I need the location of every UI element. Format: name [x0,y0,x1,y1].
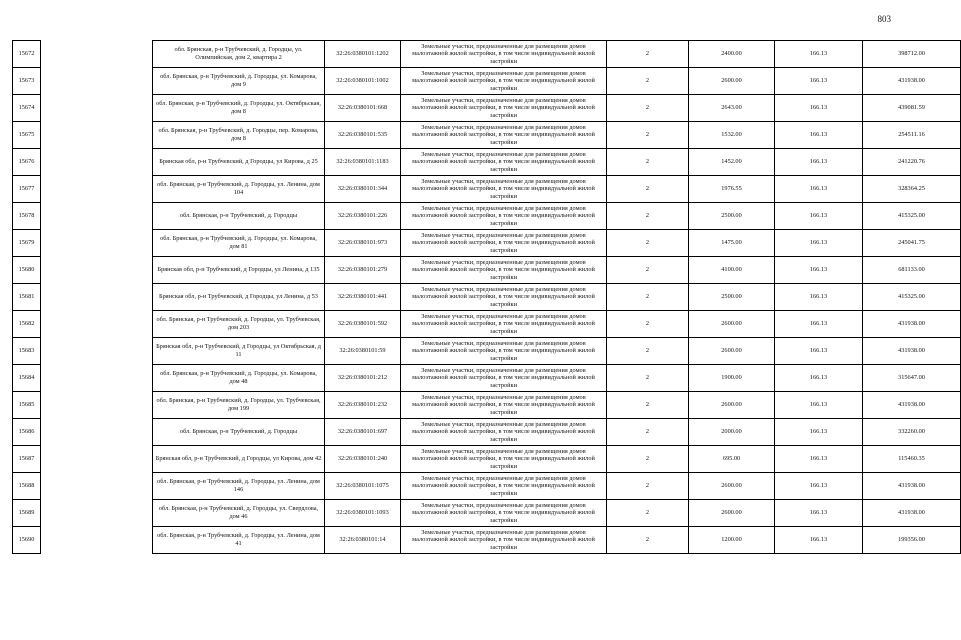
row-number-cell: 15679 [13,230,41,257]
specific-value-cell: 166.13 [775,149,863,176]
table-row [13,149,961,176]
area-cell: 2600.00 [689,392,775,419]
category-cell: 2 [607,95,689,122]
area-cell: 2500.00 [689,203,775,230]
specific-value-cell: 166.13 [775,230,863,257]
empty-gap-cell [41,365,153,392]
empty-gap-cell [41,446,153,473]
table-row [13,338,961,365]
empty-gap-cell [41,149,153,176]
address-cell: Брянская обл, р-н Трубчевский, д Городцы, ул Октябрьская, д 11 [153,338,325,365]
row-number-cell: 15672 [13,41,41,68]
table-row [13,68,961,95]
category-cell: 2 [607,149,689,176]
address-cell: Брянская обл, р-н Трубчевский, д Городцы, ул Кирова, д 25 [153,149,325,176]
cadastral-number-cell: 32:26:0380101:1202 [325,41,401,68]
table-row [13,392,961,419]
area-cell: 2600.00 [689,311,775,338]
empty-gap-cell [41,284,153,311]
cadastral-number-cell: 32:26:0380101:668 [325,95,401,122]
empty-gap-cell [41,311,153,338]
specific-value-cell: 166.13 [775,419,863,446]
specific-value-cell: 166.13 [775,365,863,392]
cadastral-value-cell: 431938.00 [863,500,961,527]
empty-gap-cell [41,122,153,149]
cadastral-number-cell: 32:26:0380101:973 [325,230,401,257]
empty-gap-cell [41,95,153,122]
address-cell: обл. Брянская, р-н Трубчевский, д. Городцы, пер. Комарова, дом 8 [153,122,325,149]
specific-value-cell: 166.13 [775,338,863,365]
empty-gap-cell [41,392,153,419]
row-number-cell: 15686 [13,419,41,446]
empty-gap-cell [41,527,153,554]
row-number-cell: 15674 [13,95,41,122]
category-cell: 2 [607,284,689,311]
area-cell: 1452.00 [689,149,775,176]
row-number-cell: 15680 [13,257,41,284]
area-cell: 1976.55 [689,176,775,203]
category-cell: 2 [607,365,689,392]
specific-value-cell: 166.13 [775,122,863,149]
address-cell: обл. Брянская, р-н Трубчевский, д. Городцы, ул. Трубчевская, дом 199 [153,392,325,419]
cadastral-number-cell: 32:26:0380101:1002 [325,68,401,95]
empty-gap-cell [41,230,153,257]
table-row [13,527,961,554]
empty-gap-cell [41,500,153,527]
area-cell: 695.00 [689,446,775,473]
land-use-cell: Земельные участки, предназначенные для размещения домов малоэтажной жилой застройки, в том числе индивидуальной жилой застройки [401,230,607,257]
category-cell: 2 [607,122,689,149]
cadastral-number-cell: 32:26:0380101:226 [325,203,401,230]
category-cell: 2 [607,419,689,446]
row-number-cell: 15683 [13,338,41,365]
land-use-cell: Земельные участки, предназначенные для размещения домов малоэтажной жилой застройки, в том числе индивидуальной жилой застройки [401,419,607,446]
row-number-cell: 15682 [13,311,41,338]
cadastral-value-cell: 332260.00 [863,419,961,446]
category-cell: 2 [607,446,689,473]
land-use-cell: Земельные участки, предназначенные для размещения домов малоэтажной жилой застройки, в том числе индивидуальной жилой застройки [401,149,607,176]
land-use-cell: Земельные участки, предназначенные для размещения домов малоэтажной жилой застройки, в том числе индивидуальной жилой застройки [401,473,607,500]
cadastral-number-cell: 32:26:0380101:279 [325,257,401,284]
empty-gap-cell [41,68,153,95]
address-cell: обл. Брянская, р-н Трубчевский, д. Городцы, ул. Комарова, дом 81 [153,230,325,257]
empty-gap-cell [41,257,153,284]
cadastral-number-cell: 32:26:0380101:1093 [325,500,401,527]
cadastral-value-cell: 431938.00 [863,311,961,338]
row-number-cell: 15681 [13,284,41,311]
cadastral-value-cell: 315647.00 [863,365,961,392]
specific-value-cell: 166.13 [775,527,863,554]
empty-gap-cell [41,419,153,446]
address-cell: обл. Брянская, р-н Трубчевский, д. Городцы, ул. Ленина, дом 41 [153,527,325,554]
cadastral-value-cell: 681133.00 [863,257,961,284]
address-cell: обл. Брянская, р-н Трубчевский, д. Городцы, ул. Комарова, дом 48 [153,365,325,392]
table-row [13,284,961,311]
cadastral-value-cell: 199356.00 [863,527,961,554]
address-cell: обл. Брянская, р-н Трубчевский, д. Городцы, ул. Ленина, дом 104 [153,176,325,203]
area-cell: 2600.00 [689,473,775,500]
cadastral-value-cell: 431938.00 [863,392,961,419]
category-cell: 2 [607,176,689,203]
category-cell: 2 [607,257,689,284]
cadastral-value-cell: 328364.25 [863,176,961,203]
table-row [13,419,961,446]
empty-gap-cell [41,41,153,68]
row-number-cell: 15688 [13,473,41,500]
address-cell: Брянская обл, р-н Трубчевский, д Городцы, ул Ленина, д 53 [153,284,325,311]
land-use-cell: Земельные участки, предназначенные для размещения домов малоэтажной жилой застройки, в том числе индивидуальной жилой застройки [401,527,607,554]
row-number-cell: 15687 [13,446,41,473]
row-number-cell: 15678 [13,203,41,230]
area-cell: 1475.00 [689,230,775,257]
address-cell: обл. Брянская, р-н Трубчевский, д. Городцы, ул. Олимпийская, дом 2, квартира 2 [153,41,325,68]
address-cell: обл. Брянская, р-н Трубчевский, д. Городцы, ул. Ленина, дом 146 [153,473,325,500]
land-use-cell: Земельные участки, предназначенные для размещения домов малоэтажной жилой застройки, в том числе индивидуальной жилой застройки [401,176,607,203]
land-use-cell: Земельные участки, предназначенные для размещения домов малоэтажной жилой застройки, в том числе индивидуальной жилой застройки [401,122,607,149]
table-row [13,203,961,230]
land-use-cell: Земельные участки, предназначенные для размещения домов малоэтажной жилой застройки, в том числе индивидуальной жилой застройки [401,338,607,365]
empty-gap-cell [41,473,153,500]
area-cell: 2400.00 [689,41,775,68]
category-cell: 2 [607,500,689,527]
cadastral-value-cell: 245041.75 [863,230,961,257]
row-number-cell: 15675 [13,122,41,149]
specific-value-cell: 166.13 [775,311,863,338]
address-cell: обл. Брянская, р-н Трубчевский, д. Городцы, ул. Комарова, дом 9 [153,68,325,95]
category-cell: 2 [607,392,689,419]
category-cell: 2 [607,338,689,365]
empty-gap-cell [41,338,153,365]
specific-value-cell: 166.13 [775,446,863,473]
table-row [13,311,961,338]
area-cell: 2000.00 [689,419,775,446]
area-cell: 2643.00 [689,95,775,122]
specific-value-cell: 166.13 [775,392,863,419]
area-cell: 2600.00 [689,500,775,527]
category-cell: 2 [607,311,689,338]
land-use-cell: Земельные участки, предназначенные для размещения домов малоэтажной жилой застройки, в том числе индивидуальной жилой застройки [401,365,607,392]
table-row [13,230,961,257]
area-cell: 2600.00 [689,338,775,365]
address-cell: обл. Брянская, р-н Трубчевский, д. Городцы, ул. Октябрьская, дом 8 [153,95,325,122]
specific-value-cell: 166.13 [775,203,863,230]
table-row [13,257,961,284]
empty-gap-cell [41,176,153,203]
specific-value-cell: 166.13 [775,473,863,500]
page-number: 803 [877,14,891,24]
table-row [13,500,961,527]
row-number-cell: 15689 [13,500,41,527]
cadastral-value-cell: 431938.00 [863,338,961,365]
cadastral-value-cell: 254511.16 [863,122,961,149]
category-cell: 2 [607,473,689,500]
category-cell: 2 [607,203,689,230]
row-number-cell: 15673 [13,68,41,95]
cadastral-number-cell: 32:26:0380101:212 [325,365,401,392]
row-number-cell: 15685 [13,392,41,419]
land-use-cell: Земельные участки, предназначенные для размещения домов малоэтажной жилой застройки, в том числе индивидуальной жилой застройки [401,446,607,473]
cadastral-number-cell: 32:26:0380101:240 [325,446,401,473]
specific-value-cell: 166.13 [775,41,863,68]
land-use-cell: Земельные участки, предназначенные для размещения домов малоэтажной жилой застройки, в том числе индивидуальной жилой застройки [401,392,607,419]
empty-gap-cell [41,203,153,230]
cadastral-number-cell: 32:26:0380101:344 [325,176,401,203]
land-use-cell: Земельные участки, предназначенные для размещения домов малоэтажной жилой застройки, в том числе индивидуальной жилой застройки [401,257,607,284]
category-cell: 2 [607,41,689,68]
cadastral-number-cell: 32:26:0380101:441 [325,284,401,311]
address-cell: Брянская обл, р-н Трубчевский, д Городцы, ул Кирова, дом 42 [153,446,325,473]
area-cell: 1900.00 [689,365,775,392]
area-cell: 2500.00 [689,284,775,311]
cadastral-number-cell: 32:26:0380101:697 [325,419,401,446]
category-cell: 2 [607,230,689,257]
specific-value-cell: 166.13 [775,257,863,284]
table-body [13,41,961,554]
table-row [13,446,961,473]
land-use-cell: Земельные участки, предназначенные для размещения домов малоэтажной жилой застройки, в том числе индивидуальной жилой застройки [401,311,607,338]
land-use-cell: Земельные участки, предназначенные для размещения домов малоэтажной жилой застройки, в том числе индивидуальной жилой застройки [401,41,607,68]
land-use-cell: Земельные участки, предназначенные для размещения домов малоэтажной жилой застройки, в том числе индивидуальной жилой застройки [401,95,607,122]
cadastral-value-cell: 241220.76 [863,149,961,176]
area-cell: 4100.00 [689,257,775,284]
table-row [13,365,961,392]
cadastral-number-cell: 32:26:0380101:232 [325,392,401,419]
cadastral-number-cell: 32:26:0380101:1075 [325,473,401,500]
address-cell: обл. Брянская, р-н Трубчевский, д. Городцы, ул. Трубчевская, дом 203 [153,311,325,338]
row-number-cell: 15676 [13,149,41,176]
specific-value-cell: 166.13 [775,95,863,122]
specific-value-cell: 166.13 [775,68,863,95]
cadastral-value-table [12,40,961,554]
cadastral-number-cell: 32:26:0380101:592 [325,311,401,338]
table-row [13,41,961,68]
cadastral-number-cell: 32:26:0380101:1183 [325,149,401,176]
land-use-cell: Земельные участки, предназначенные для размещения домов малоэтажной жилой застройки, в том числе индивидуальной жилой застройки [401,203,607,230]
cadastral-value-cell: 431938.00 [863,68,961,95]
table-row [13,95,961,122]
specific-value-cell: 166.13 [775,176,863,203]
cadastral-value-cell: 439081.59 [863,95,961,122]
cadastral-number-cell: 32:26:0380101:535 [325,122,401,149]
table-row [13,122,961,149]
row-number-cell: 15677 [13,176,41,203]
row-number-cell: 15684 [13,365,41,392]
area-cell: 1532.00 [689,122,775,149]
address-cell: обл. Брянская, р-н Трубчевский, д. Городцы, ул. Свердлова, дом 46 [153,500,325,527]
category-cell: 2 [607,68,689,95]
cadastral-value-cell: 115460.35 [863,446,961,473]
row-number-cell: 15690 [13,527,41,554]
cadastral-value-cell: 398712.00 [863,41,961,68]
area-cell: 1200.00 [689,527,775,554]
category-cell: 2 [607,527,689,554]
cadastral-value-cell: 415325.00 [863,284,961,311]
cadastral-number-cell: 32:26:0380101:14 [325,527,401,554]
address-cell: обл. Брянская, р-н Трубчевский, д. Городцы [153,419,325,446]
cadastral-value-cell: 415325.00 [863,203,961,230]
cadastral-number-cell: 32:26:0380101:59 [325,338,401,365]
address-cell: Брянская обл, р-н Трубчевский, д Городцы, ул Ленина, д 135 [153,257,325,284]
table-row [13,176,961,203]
specific-value-cell: 166.13 [775,500,863,527]
cadastral-value-cell: 431938.00 [863,473,961,500]
specific-value-cell: 166.13 [775,284,863,311]
area-cell: 2600.00 [689,68,775,95]
land-use-cell: Земельные участки, предназначенные для размещения домов малоэтажной жилой застройки, в том числе индивидуальной жилой застройки [401,500,607,527]
address-cell: обл. Брянская, р-н Трубчевский, д. Городцы [153,203,325,230]
land-use-cell: Земельные участки, предназначенные для размещения домов малоэтажной жилой застройки, в том числе индивидуальной жилой застройки [401,68,607,95]
land-use-cell: Земельные участки, предназначенные для размещения домов малоэтажной жилой застройки, в том числе индивидуальной жилой застройки [401,284,607,311]
table-row [13,473,961,500]
